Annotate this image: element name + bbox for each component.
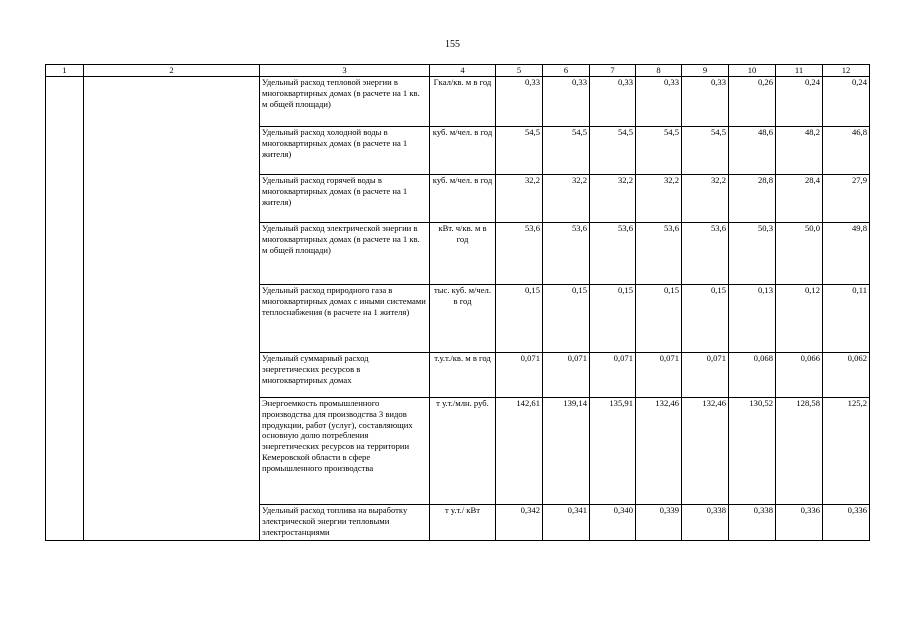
header-cell: 12 (823, 65, 870, 77)
value-cell: 32,2 (682, 175, 729, 223)
table-row (46, 77, 870, 127)
value-cell: 54,5 (636, 127, 682, 175)
header-cell: 4 (430, 65, 496, 77)
header-cell: 1 (46, 65, 84, 77)
value-cell: 0,12 (776, 285, 823, 353)
blank-cell-col2 (84, 77, 260, 541)
value-cell: 32,2 (590, 175, 636, 223)
indicator-unit: т у.т./млн. руб. (430, 398, 496, 505)
value-cell: 0,33 (543, 77, 590, 127)
value-cell: 142,61 (496, 398, 543, 505)
value-cell: 132,46 (636, 398, 682, 505)
header-cell: 6 (543, 65, 590, 77)
value-cell: 0,11 (823, 285, 870, 353)
value-cell: 48,6 (729, 127, 776, 175)
indicator-unit: куб. м/чел. в год (430, 127, 496, 175)
value-cell: 0,33 (590, 77, 636, 127)
indicator-unit: кВт. ч/кв. м в год (430, 223, 496, 285)
header-cell: 2 (84, 65, 260, 77)
value-cell: 0,33 (496, 77, 543, 127)
indicator-unit: куб. м/чел. в год (430, 175, 496, 223)
value-cell: 53,6 (590, 223, 636, 285)
header-cell: 5 (496, 65, 543, 77)
value-cell: 53,6 (496, 223, 543, 285)
value-cell: 0,15 (496, 285, 543, 353)
value-cell: 0,336 (823, 505, 870, 541)
value-cell: 49,8 (823, 223, 870, 285)
value-cell: 53,6 (636, 223, 682, 285)
value-cell: 128,58 (776, 398, 823, 505)
value-cell: 0,339 (636, 505, 682, 541)
indicator-unit: т.у.т./кв. м в год (430, 353, 496, 398)
indicator-name: Удельный расход тепловой энергии в многоквартирных домах (в расчете на 1 кв. м общей площади) (260, 77, 430, 127)
indicator-name: Удельный расход топлива на выработку электрической энергии тепловыми электростанциями (260, 505, 430, 541)
value-cell: 0,336 (776, 505, 823, 541)
value-cell: 48,2 (776, 127, 823, 175)
value-cell: 0,15 (636, 285, 682, 353)
indicator-name: Удельный расход природного газа в многоквартирных домах с иными системами теплоснабжения (в расчете на 1 жителя) (260, 285, 430, 353)
value-cell: 135,91 (590, 398, 636, 505)
indicators-table (45, 64, 870, 541)
value-cell: 50,0 (776, 223, 823, 285)
value-cell: 132,46 (682, 398, 729, 505)
value-cell: 54,5 (496, 127, 543, 175)
indicator-name: Удельный расход электрической энергии в многоквартирных домах (в расчете на 1 кв. м общей площади) (260, 223, 430, 285)
indicator-name: Энергоемкость промышленного производства для производства 3 видов продукции, работ (услуг), составляющих основную долю потребления энергетических ресурсов на территории Кемеровской области в сфере промышленного производства (260, 398, 430, 505)
page-number: 155 (445, 39, 460, 50)
value-cell: 0,26 (729, 77, 776, 127)
value-cell: 0,071 (543, 353, 590, 398)
header-cell: 11 (776, 65, 823, 77)
indicator-unit: тыс. куб. м/чел. в год (430, 285, 496, 353)
blank-cell-col1 (46, 77, 84, 541)
value-cell: 32,2 (496, 175, 543, 223)
value-cell: 0,15 (543, 285, 590, 353)
header-cell: 7 (590, 65, 636, 77)
value-cell: 0,071 (682, 353, 729, 398)
value-cell: 0,068 (729, 353, 776, 398)
value-cell: 0,15 (590, 285, 636, 353)
value-cell: 0,066 (776, 353, 823, 398)
value-cell: 0,33 (682, 77, 729, 127)
value-cell: 125,2 (823, 398, 870, 505)
value-cell: 0,340 (590, 505, 636, 541)
value-cell: 130,52 (729, 398, 776, 505)
value-cell: 0,13 (729, 285, 776, 353)
header-cell: 10 (729, 65, 776, 77)
header-cell: 3 (260, 65, 430, 77)
value-cell: 53,6 (543, 223, 590, 285)
value-cell: 0,071 (590, 353, 636, 398)
value-cell: 50,3 (729, 223, 776, 285)
value-cell: 27,9 (823, 175, 870, 223)
value-cell: 54,5 (590, 127, 636, 175)
indicator-name: Удельный расход горячей воды в многоквартирных домах (в расчете на 1 жителя) (260, 175, 430, 223)
header-row (46, 65, 870, 77)
value-cell: 0,341 (543, 505, 590, 541)
header-cell: 9 (682, 65, 729, 77)
value-cell: 0,24 (823, 77, 870, 127)
value-cell: 32,2 (636, 175, 682, 223)
indicator-unit: т у.т./ кВт (430, 505, 496, 541)
value-cell: 0,15 (682, 285, 729, 353)
value-cell: 28,8 (729, 175, 776, 223)
value-cell: 54,5 (543, 127, 590, 175)
indicator-name: Удельный расход холодной воды в многоквартирных домах (в расчете на 1 жителя) (260, 127, 430, 175)
value-cell: 139,14 (543, 398, 590, 505)
value-cell: 0,071 (636, 353, 682, 398)
value-cell: 53,6 (682, 223, 729, 285)
value-cell: 0,33 (636, 77, 682, 127)
indicator-unit: Гкал/кв. м в год (430, 77, 496, 127)
value-cell: 28,4 (776, 175, 823, 223)
value-cell: 46,8 (823, 127, 870, 175)
value-cell: 0,338 (682, 505, 729, 541)
value-cell: 0,338 (729, 505, 776, 541)
value-cell: 0,062 (823, 353, 870, 398)
value-cell: 0,24 (776, 77, 823, 127)
value-cell: 0,071 (496, 353, 543, 398)
value-cell: 0,342 (496, 505, 543, 541)
indicator-name: Удельный суммарный расход энергетических ресурсов в многоквартирных домах (260, 353, 430, 398)
value-cell: 54,5 (682, 127, 729, 175)
header-cell: 8 (636, 65, 682, 77)
value-cell: 32,2 (543, 175, 590, 223)
